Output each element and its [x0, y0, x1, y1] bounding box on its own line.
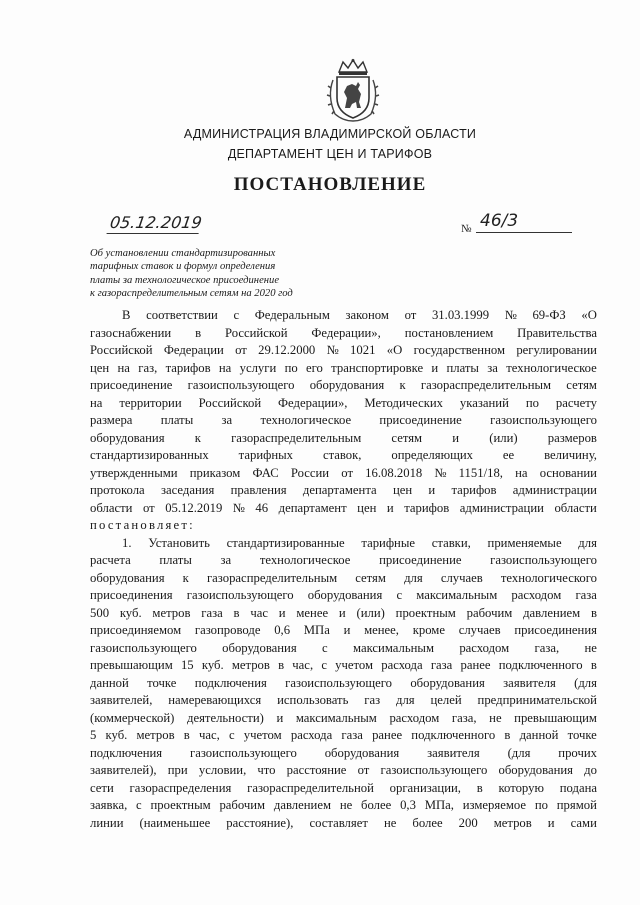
text-line: расчета платы за технологическое присоединение газоиспользующего — [90, 553, 597, 567]
text-line: цен на газ, тарифов на услуги по его транспортировке и платы за технологическое — [90, 360, 597, 375]
text-line: В соответствии с Федеральным законом от 31.03.1999 № 69-ФЗ «О — [122, 308, 597, 322]
text-line: линии (наименьшее расстояние), составляет не более 200 метров и сами — [90, 815, 597, 830]
administration-name: АДМИНИСТРАЦИЯ ВЛАДИМИРСКОЙ ОБЛАСТИ — [183, 127, 477, 141]
text-line: заявка, с проектным рабочим давлением не более 0,3 МПа, измеряемое по прямой — [90, 798, 597, 812]
subject-heading — [90, 247, 340, 301]
text-line: области от 05.12.2019 № 46 департамент цен и тарифов администрации области — [90, 500, 597, 515]
text-line: стандартизированных тарифных ставок, определяющих ее величину, — [90, 448, 597, 462]
text-line: присоединяемом газопроводе 0,6 МПа и менее, кроме случаев присоединения — [90, 623, 597, 637]
text-line: заявителей, намеревающихся использовать газ для целей предпринимательской — [90, 693, 597, 707]
text-line: утвержденными приказом ФАС России от 16.08.2018 № 1151/18, на основании — [90, 465, 597, 480]
document-body — [90, 307, 597, 832]
text-line: подключения газоиспользующего оборудования заявителя (для прочих — [90, 745, 597, 760]
subject-line: к газораспределительным сетям на 2020 год — [90, 288, 293, 300]
text-line: оборудования к газораспределительным сетям и (или) размеров — [90, 430, 597, 445]
handwritten-date: 05.12.2019 — [107, 213, 202, 234]
paragraph-item-1 — [90, 535, 597, 833]
text-line: оборудования к газораспределительным сетям для случаев технологического — [90, 570, 597, 585]
text-line: превышающим 15 куб. метров в час, с учетом расхода газа ранее подключенного в — [90, 658, 597, 672]
text-line: 500 куб. метров газа в час и менее и (или) проектным рабочим давлением в — [90, 605, 597, 620]
subject-line: Об установлении стандартизированных — [90, 248, 276, 259]
text-line: присоединения газоиспользующего оборудования с максимальным расходом газа — [90, 588, 597, 602]
number-label: № — [461, 223, 472, 235]
department-name: ДЕПАРТАМЕНТ ЦЕН И ТАРИФОВ — [227, 147, 433, 161]
text-line: протокола заседания правления департамента цен и тарифов администрации — [90, 483, 597, 497]
text-line: 5 куб. метров в час, с учетом расхода газа ранее подключенного в данной точке — [90, 728, 597, 742]
text-line: заявителей), при условии, что расстояние от газоиспользующего оборудования до — [90, 763, 597, 777]
text-line: 1. Установить стандартизированные тарифные ставки, применяемые для — [122, 535, 597, 550]
subject-line: платы за технологическое присоединение — [90, 274, 280, 286]
coat-of-arms-emblem — [325, 58, 381, 122]
text-line: Российской Федерации от 29.12.2000 № 1021 «О государственном регулировании — [90, 343, 597, 357]
text-line: данной точке подключения газоиспользующего оборудования заявителя (для — [90, 675, 597, 690]
text-line: сети газораспределения газораспределительной организации, в которую подана — [90, 780, 597, 795]
resolves-line — [90, 517, 597, 535]
text-line: присоединение газоиспользующего оборудования к газораспределительным сетям — [90, 378, 597, 392]
handwritten-number: 46/3 — [476, 211, 572, 233]
paragraph-preamble — [90, 307, 597, 517]
document-type-title: ПОСТАНОВЛЕНИЕ — [233, 174, 427, 195]
subject-line: тарифных ставок и формул определения — [90, 261, 276, 273]
text-line: газоиспользующего оборудования с максимальным расходом газа, не — [90, 640, 597, 655]
text-line: размера платы за технологическое присоединение газоиспользующего — [90, 413, 597, 427]
text-line: на территории Российской Федерации», Методических указаний по расчету — [90, 395, 597, 410]
text-line: (коммерческой) деятельности) и максимальным расходом газа, не превышающим — [90, 710, 597, 725]
text-line: газоснабжении в Российской Федерации», постановлением Правительства — [90, 325, 597, 340]
resolves-word: постановляет: — [90, 518, 195, 532]
